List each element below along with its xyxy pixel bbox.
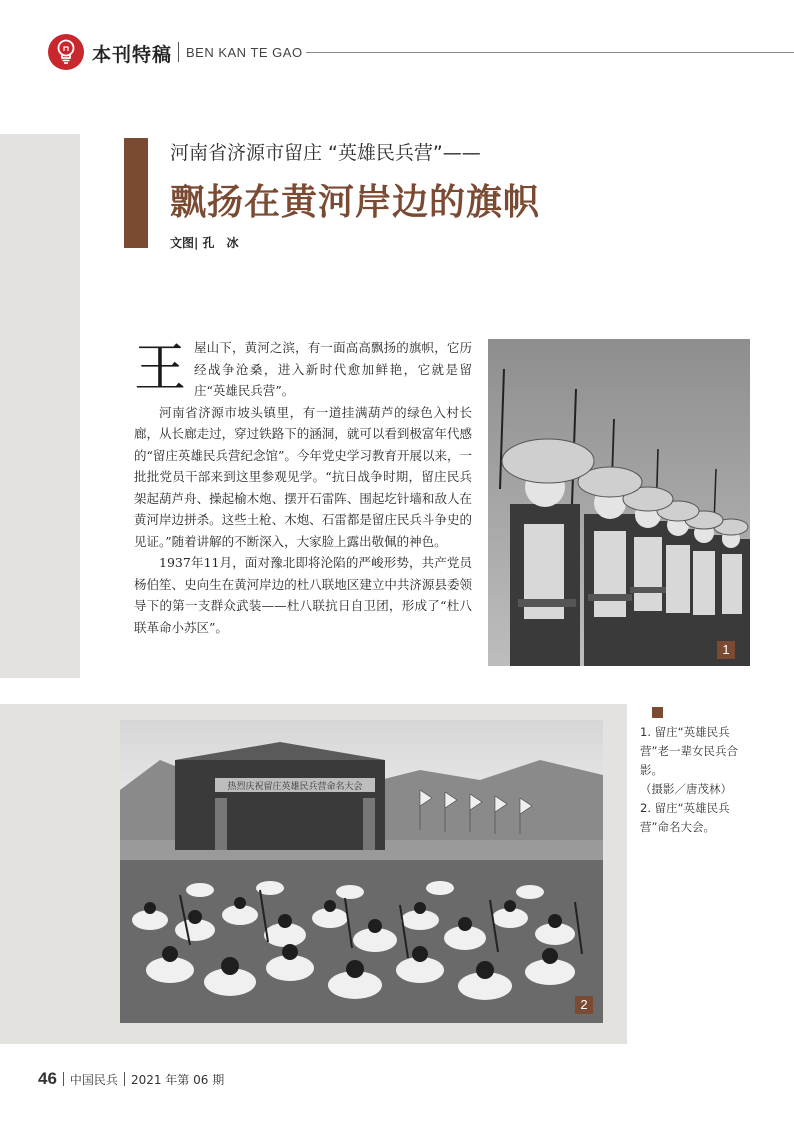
photo-naming-ceremony	[120, 720, 603, 1023]
photo-2-number: 2	[575, 996, 593, 1014]
page-footer	[38, 1069, 224, 1089]
photo-caption	[640, 723, 756, 837]
drop-cap: 王	[134, 339, 187, 399]
caption-credit: （摄影／唐茂林）	[640, 782, 732, 796]
section-subtitle: BEN KAN TE GAO	[186, 45, 303, 60]
section-title: 本刊特稿	[92, 44, 173, 66]
title-accent-bar	[124, 138, 148, 248]
women-militia-illustration	[488, 339, 750, 666]
footer-divider	[63, 1072, 64, 1086]
lightbulb-logo-icon	[48, 34, 84, 70]
paragraph-2: 河南省济源市坡头镇里，有一道挂满葫芦的绿色入村长廊，从长廊走过，穿过铁路下的涵洞，就可以看到极富年代感的“留庄英雄民兵营纪念馆”。今年党史学习教育开展以来，一批批党员干部来到这里参观见学。“抗日战争时期，留庄民兵架起葫芦舟、操起榆木炮、摆开石雷阵、围起圪针墙和敌人在黄河岸边拼杀。这些土枪、木炮、石雷都是留庄民兵斗争史的见证。”随着讲解的不断深入，大家脸上露出敬佩的神色。	[134, 404, 472, 549]
magazine-name: 中国民兵	[69, 1073, 118, 1087]
ceremony-banner-text: 热烈庆祝留庄英雄民兵营命名大会	[227, 782, 363, 792]
article-subtitle: 河南省济源市留庄 “英雄民兵营”——	[170, 142, 481, 164]
page-header	[48, 34, 794, 74]
footer-divider	[124, 1072, 125, 1086]
article-title: 飘扬在黄河岸边的旗帜	[170, 182, 541, 223]
paragraph-3: 1937年11月，面对豫北即将沦陷的严峻形势，共产党员杨伯笙、史向生在黄河岸边的杜八联地区建立中共济源县委领导下的第一支群众武装——杜八联抗日自卫团，形成了“杜八联革命小苏区”。	[134, 555, 472, 635]
article-body	[134, 337, 472, 638]
caption-line-1: 1. 留庄“英雄民兵营”老一辈女民兵合影。	[640, 725, 738, 777]
ceremony-illustration	[120, 720, 603, 1023]
left-gray-panel	[0, 134, 80, 678]
paragraph-text: 屋山下，黄河之滨，有一面高高飘扬的旗帜，它历经战争沧桑，进入新时代愈加鲜艳，它就是留庄“英雄民兵营”。	[194, 340, 472, 398]
photo-1-number: 1	[717, 641, 735, 659]
caption-line-2: 2. 留庄“英雄民兵营”命名大会。	[640, 801, 730, 834]
article-byline: 文图| 孔 冰	[170, 236, 239, 250]
page-number: 46	[38, 1069, 57, 1088]
paragraph-1	[134, 337, 472, 402]
header-divider	[178, 42, 179, 62]
photo-women-militia	[488, 339, 750, 666]
caption-marker	[652, 707, 663, 718]
header-rule	[306, 52, 794, 53]
issue-label: 2021 年第 06 期	[130, 1073, 225, 1087]
